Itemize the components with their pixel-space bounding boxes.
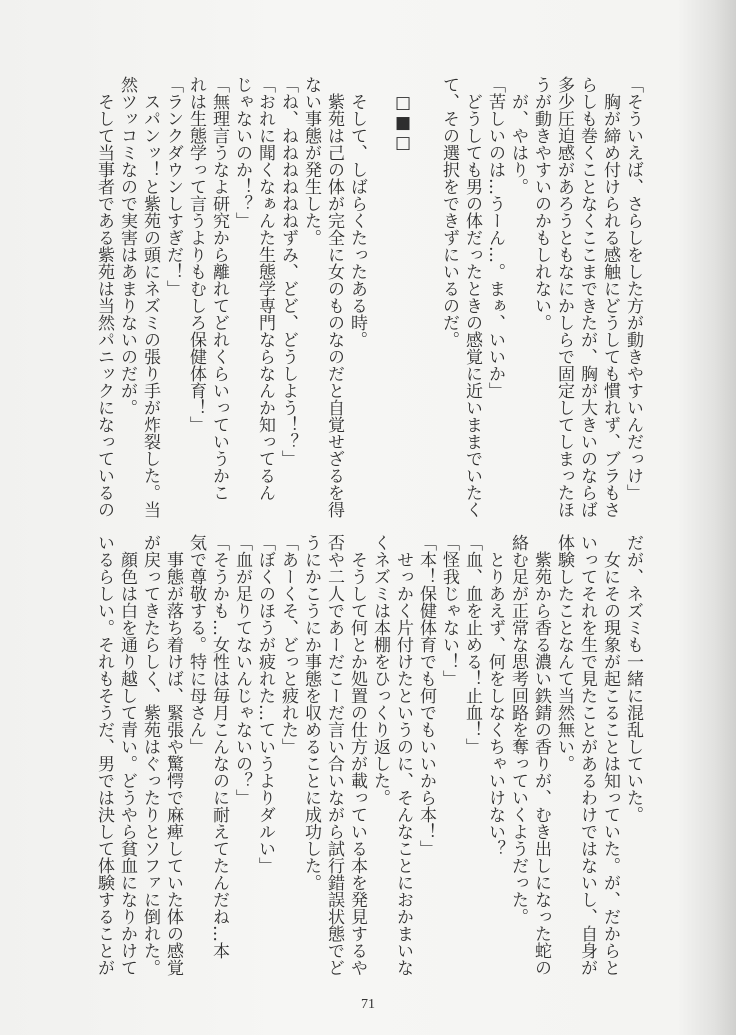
text-line: 「本！保健体育でも何でもいいから本！」	[416, 534, 436, 857]
text-line: 然ツッコミなので実害はあまりないのだが。	[117, 76, 137, 416]
text-line: 絡む足が正常な思考回路を奪っていくようだった。	[508, 534, 528, 925]
text-line: うにかこうにか事態を収めることに成功した。	[301, 534, 321, 891]
blank-line	[368, 76, 391, 508]
text-line: じゃないのか！？」	[232, 76, 252, 229]
text-line: 体験したことなんて当然無い。	[554, 534, 574, 772]
text-line: 「そうかも…女性は毎月こんなのに耐えてたんだね…本	[209, 534, 229, 959]
text-line: 「ランクダウンしすぎだ！」	[163, 76, 183, 297]
text-line: ない事態が発生した。	[301, 76, 321, 246]
text-line: 否や二人であーだこーだ言い合いながら試行錯誤状態でど	[324, 534, 344, 976]
text-line: どうしても男の体だったときの感覚に近いままでいたく	[462, 93, 482, 518]
text-line: 「苦しいのは…うーん…。まぁ、いいか」	[485, 76, 505, 399]
text-line: らしも巻くことなくここまできたが、胸が大きいのならば	[577, 76, 597, 518]
upper-text-block	[92, 76, 644, 518]
text-line: て、その選択をできずにいるのだ。	[439, 76, 459, 348]
text-line: 多少圧迫感があろうともなにかしらで固定してしまったほ	[554, 76, 574, 518]
text-line: スパンッ！と紫苑の頭にネズミの張り手が炸裂した。当	[140, 93, 160, 518]
text-line: 「怪我じゃない！」	[439, 534, 459, 687]
text-line: 顔色は白を通り越して青い。どうやら貧血になりかけて	[117, 551, 137, 976]
text-line: 気で尊敬する。特に母さん」	[186, 534, 206, 755]
text-line: いるらしい。それもそうだ、男では決して体験することが	[94, 534, 114, 976]
text-line: 「ぼくのほうが疲れた…ていうよりダルい」	[255, 534, 275, 874]
text-line: 「血、血を止める！止血！」	[462, 534, 482, 755]
text-line: うが動きやすいのかもしれない。	[531, 76, 551, 331]
text-line: せっかく片付けたというのに、そんなことにおかまいな	[393, 551, 413, 976]
text-line: 紫苑から香る濃い鉄錆の香りが、むき出しになった蛇の	[531, 551, 551, 976]
text-line: そして当事者である紫苑は当然パニックになっているの	[94, 93, 114, 518]
text-line: れは生態学って言うよりもむしろ保健体育！」	[186, 76, 206, 433]
text-line: そして、しばらくたったある時。	[347, 93, 367, 348]
text-line: 「おれに聞くなぁんた生態学専門ならなんか知ってるん	[255, 76, 275, 501]
text-line: が、やはり。	[508, 93, 528, 195]
text-line: 紫苑は己の体が完全に女のものなのだと自覚せざるを得	[324, 93, 344, 518]
text-line: 「無理言うなよ研究から離れてどれくらいっていうかこ	[209, 76, 229, 501]
text-line: だが、ネズミも一緒に混乱していた。	[623, 534, 643, 823]
text-line: くネズミは本棚をひっくり返した。	[370, 534, 390, 806]
text-line: 「あーくそ、どっと疲れた」	[278, 534, 298, 755]
text-line: 「ね、ねねねねねねずみ、どど、どうしよう！？」	[278, 76, 298, 467]
text-line: が戻ってきたらしく、紫苑はぐったりとソファに倒れた。	[140, 534, 160, 976]
section-break: □■□	[393, 93, 413, 153]
text-line: 女にその現象が起こることは知っていた。が、だからと	[600, 551, 620, 976]
text-line: そうして何とか処置の仕方が載っている本を発見するや	[347, 551, 367, 976]
text-line: 胸が締め付けられる感触にどうしても慣れず、ブラもさ	[600, 93, 620, 518]
text-line: とりあえず、何をしなくちゃいけない？	[485, 551, 505, 857]
text-line: 「そういえば、さらしをした方が動きやすいんだっけ」	[623, 76, 643, 501]
lower-text-block	[92, 534, 644, 976]
blank-line	[414, 76, 437, 508]
text-line: 「血が足りてないんじゃないの？」	[232, 534, 252, 806]
page-number: 71	[361, 997, 375, 1012]
text-line: いってそれを生で見たことがあるわけではないし、自身が	[577, 534, 597, 976]
text-line: 事態が落ち着けば、緊張や驚愕で麻痺していた体の感覚	[163, 551, 183, 976]
